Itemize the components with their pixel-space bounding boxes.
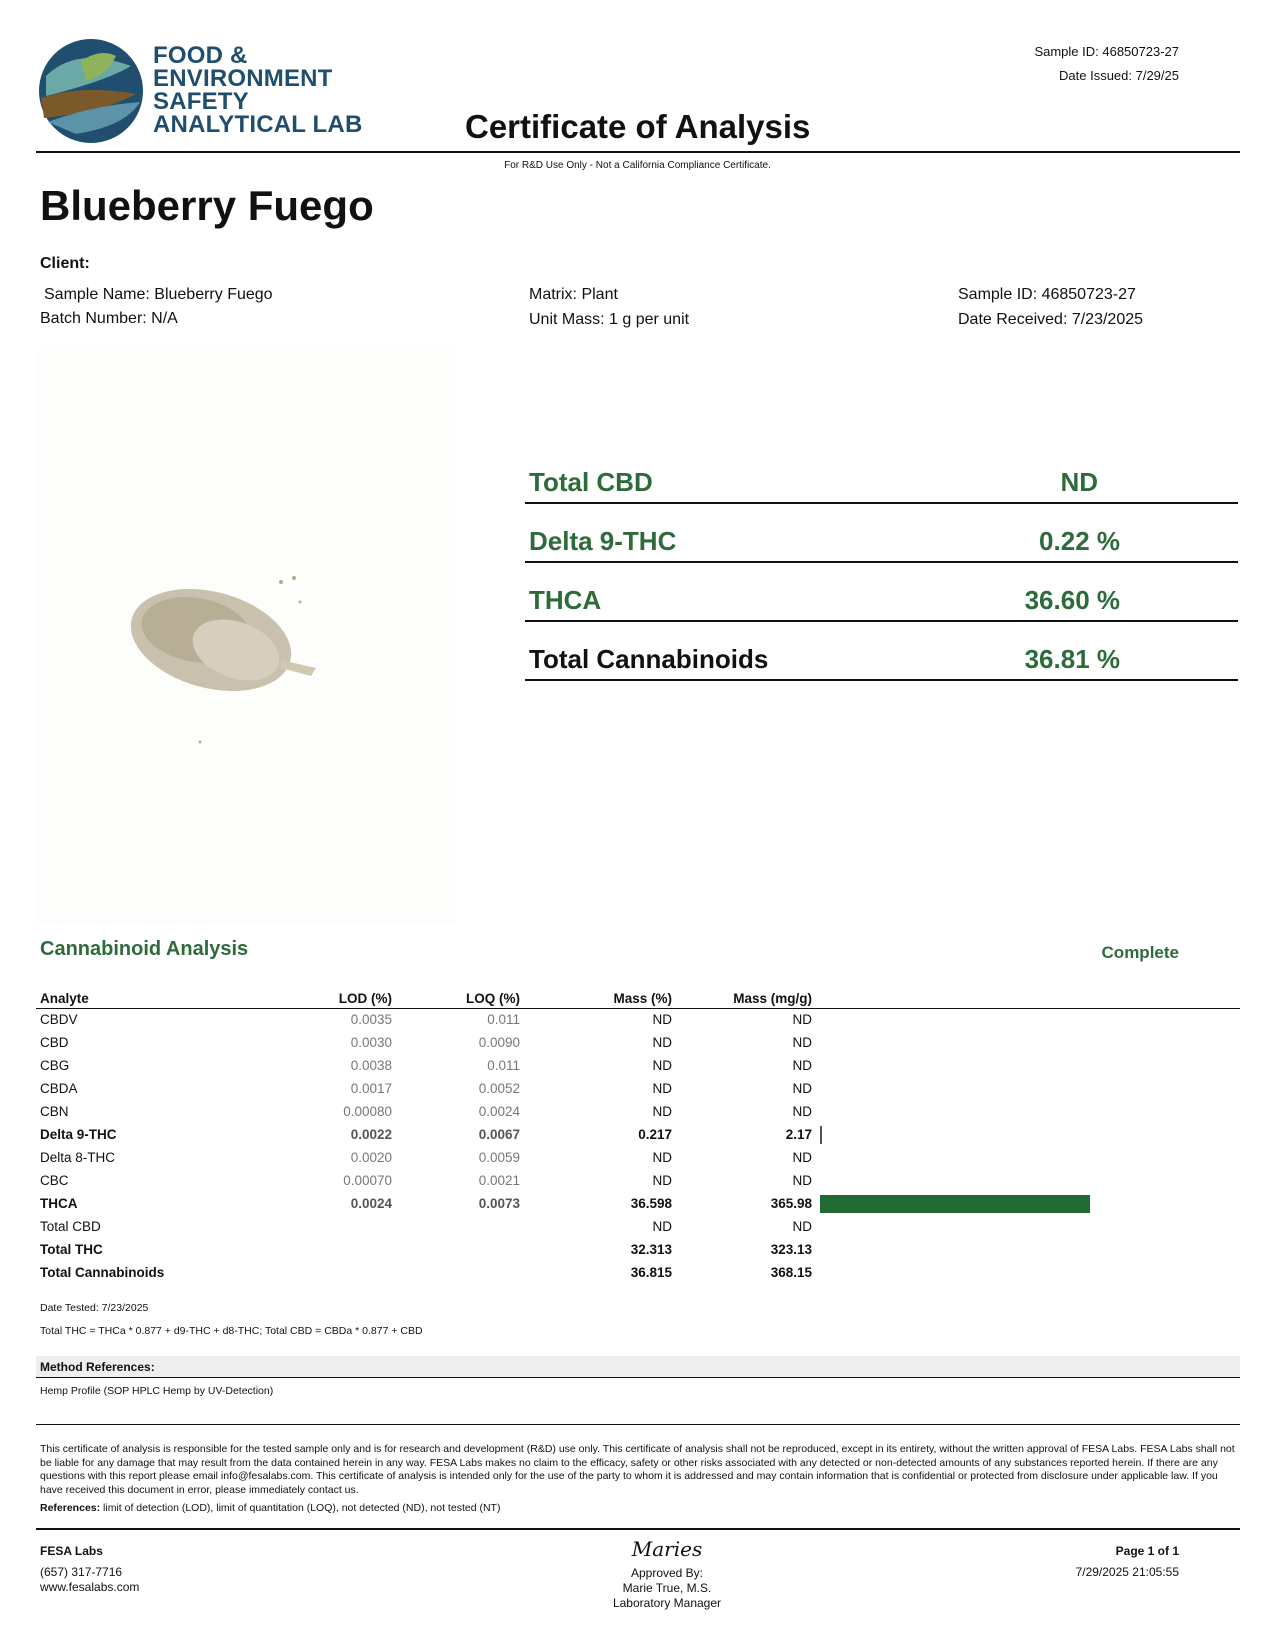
lod: 0.0022 [350, 1127, 392, 1142]
client-sample-id: Sample ID: 46850723-27 [958, 286, 1136, 303]
logo-wordmark [153, 44, 362, 136]
analyte: Total CBD [40, 1219, 101, 1234]
page-number: Page 1 of 1 [1115, 1544, 1179, 1558]
analyte: CBN [40, 1104, 69, 1119]
mass-bar [820, 1126, 822, 1144]
table-row [36, 1238, 1240, 1261]
logo-line: ANALYTICAL LAB [153, 111, 363, 138]
mass-bar-cell [816, 1169, 1240, 1192]
client-col-1b [40, 306, 178, 331]
mass-bar-cell [816, 1238, 1240, 1261]
divider [36, 151, 1240, 153]
mass-mg: 365.98 [770, 1196, 812, 1211]
references [40, 1502, 500, 1514]
lod [236, 1215, 396, 1238]
lod: 0.0030 [350, 1035, 392, 1050]
table-row [36, 1031, 1240, 1054]
mass-bar-cell [816, 1031, 1240, 1054]
mass-pct: 36.815 [630, 1265, 672, 1280]
loq: 0.0073 [478, 1196, 520, 1211]
mass-mg: ND [792, 1173, 812, 1188]
loq: 0.0024 [478, 1104, 520, 1119]
divider [36, 1424, 1240, 1425]
summary-value: 36.81 % [1024, 644, 1120, 674]
footer-company [40, 1544, 139, 1595]
mass-bar-cell [816, 1077, 1240, 1100]
references-label: References: [40, 1502, 101, 1514]
header-meta [1034, 40, 1179, 88]
summary-value: 36.60 % [1024, 585, 1120, 615]
analyte: Total THC [40, 1242, 103, 1257]
status-badge: Complete [1101, 943, 1179, 962]
lod [236, 1261, 396, 1284]
table-row [36, 1146, 1240, 1169]
mass-bar-cell [816, 1008, 1240, 1031]
logo-line: FOOD & [153, 42, 248, 69]
mass-bar-cell [816, 1100, 1240, 1123]
mass-pct: ND [652, 1012, 672, 1028]
company-name: FESA Labs [40, 1544, 103, 1558]
loq: 0.0052 [478, 1081, 520, 1096]
footer-page-info [1076, 1544, 1179, 1580]
analyte: CBDV [40, 1012, 78, 1028]
lod: 0.0038 [350, 1058, 392, 1073]
document-title: Certificate of Analysis [465, 108, 811, 145]
section-title-cannabinoid: Cannabinoid Analysis [40, 938, 249, 960]
mass-mg: ND [792, 1104, 812, 1119]
analyte: CBD [40, 1035, 69, 1050]
table-row [36, 1169, 1240, 1192]
summary-row [525, 566, 1238, 622]
mass-pct: 0.217 [638, 1127, 672, 1142]
matrix: Matrix: Plant [529, 286, 618, 303]
mass-pct: ND [652, 1081, 672, 1096]
logo-line: ENVIRONMENT [153, 65, 333, 92]
mass-mg: 368.15 [770, 1265, 812, 1280]
table-row [36, 1077, 1240, 1100]
method-references-text: Hemp Profile (SOP HPLC Hemp by UV-Detection) [40, 1385, 274, 1397]
client-label: Client: [40, 255, 90, 272]
mass-mg: 323.13 [770, 1242, 812, 1257]
generated-timestamp: 7/29/2025 21:05:55 [1075, 1565, 1179, 1579]
cannabinoid-table [36, 988, 1240, 1284]
approver-name: Marie True, M.S. [622, 1581, 712, 1595]
column-header: LOQ (%) [396, 988, 524, 1008]
summary-label: Delta 9-THC [529, 526, 677, 556]
client-col-3 [958, 282, 1143, 332]
column-header: Mass (%) [524, 988, 676, 1008]
column-header: LOD (%) [236, 988, 396, 1008]
date-received: Date Received: 7/23/2025 [958, 311, 1144, 328]
references-text: limit of detection (LOD), limit of quantitation (LOQ), not detected (ND), not tested (NT) [100, 1502, 501, 1514]
analyte: CBG [40, 1058, 70, 1073]
loq [396, 1261, 524, 1284]
summary-label: Total Cannabinoids [529, 644, 769, 674]
table-row [36, 1261, 1240, 1284]
loq: 0.0021 [478, 1173, 520, 1188]
total-formula: Total THC = THCa * 0.877 + d9-THC + d8-THC; Total CBD = CBDa * 0.877 + CBD [40, 1325, 423, 1337]
header-sample-id: Sample ID: 46850723-27 [1034, 44, 1179, 59]
header-date-issued: Date Issued: 7/29/25 [1059, 68, 1179, 83]
summary-value: ND [1060, 467, 1098, 497]
lod: 0.0020 [350, 1150, 392, 1165]
approver-title: Laboratory Manager [612, 1596, 722, 1610]
company-website[interactable]: www.fesalabs.com [40, 1580, 140, 1594]
mass-pct: ND [652, 1058, 672, 1073]
potency-summary [525, 448, 1238, 688]
lab-logo [36, 36, 146, 146]
summary-label: THCA [529, 585, 602, 615]
loq: 0.0090 [478, 1035, 520, 1050]
mass-bar-cell [816, 1146, 1240, 1169]
mass-pct: ND [652, 1219, 672, 1234]
disclaimer: This certificate of analysis is responsible for the tested sample only and is for research and development (R&D) use only. This certificate of analysis shall not be reproduced, except in its entirety, without the written approval of FESA Labs. FESA Labs shall not be liable for any damage that may result from the data contained herein in any way. FESA Labs makes no claim to the efficacy, safety or other risks associated with any detected or non-detected amounts of any substances reported herein. If there are any questions with this report please email info@fesalabs.com. This certificate of analysis is intended only for the use of the party to whom it is addressed and may contain information that is confidential or protected from disclosure under applicable law. If you have received this document in error, please immediately contact us. [40, 1443, 1235, 1496]
client-col-2 [529, 282, 689, 332]
mass-mg: ND [792, 1058, 812, 1073]
mass-bar-cell [816, 1261, 1240, 1284]
analyte: THCA [40, 1196, 78, 1211]
signature-image: Maries [631, 1537, 703, 1561]
summary-row [525, 448, 1238, 504]
table-row [36, 1215, 1240, 1238]
mass-bar [820, 1195, 1090, 1213]
summary-row [525, 507, 1238, 563]
table-row [36, 1123, 1240, 1146]
client-col-1 [44, 282, 273, 307]
loq: 0.0067 [478, 1127, 520, 1142]
table-row [36, 1008, 1240, 1031]
mass-pct: ND [652, 1173, 672, 1188]
mass-mg: ND [792, 1081, 812, 1096]
analyte: CBC [40, 1173, 69, 1188]
approved-by-label: Approved By: [630, 1566, 704, 1580]
product-photo [36, 350, 456, 925]
mass-pct: 32.313 [630, 1242, 672, 1257]
column-header: Analyte [36, 988, 236, 1008]
column-header: Mass (mg/g) [676, 988, 816, 1008]
mass-pct: ND [652, 1150, 672, 1165]
loq: 0.011 [487, 1058, 520, 1073]
loq: 0.011 [487, 1012, 520, 1028]
sample-name: Sample Name: Blueberry Fuego [44, 286, 273, 303]
mass-bar-cell [816, 1054, 1240, 1077]
lod: 0.00080 [343, 1104, 392, 1119]
mass-pct: ND [652, 1104, 672, 1119]
summary-row [525, 625, 1238, 681]
mass-mg: ND [792, 1035, 812, 1050]
analyte: Delta 8-THC [40, 1150, 116, 1165]
loq [396, 1215, 524, 1238]
table-row [36, 1192, 1240, 1215]
analyte: Total Cannabinoids [40, 1265, 165, 1280]
lod: 0.0017 [350, 1081, 392, 1096]
loq [396, 1238, 524, 1261]
mass-mg: ND [792, 1219, 812, 1234]
mass-pct: ND [652, 1035, 672, 1050]
unit-mass: Unit Mass: 1 g per unit [529, 311, 690, 328]
mass-bar-cell [816, 1192, 1240, 1215]
logo-line: SAFETY [153, 88, 249, 115]
summary-value: 0.22 % [1039, 526, 1120, 556]
mass-bar-cell [816, 1215, 1240, 1238]
analyte: CBDA [40, 1081, 78, 1096]
mass-mg: ND [792, 1150, 812, 1165]
rd-use-note: For R&D Use Only - Not a California Compliance Certificate. [504, 160, 771, 171]
mass-mg: 2.17 [785, 1127, 812, 1142]
mass-pct: 36.598 [630, 1196, 672, 1211]
loq: 0.0059 [478, 1150, 520, 1165]
column-header-bar [816, 988, 1240, 1008]
batch-number: Batch Number: N/A [40, 310, 178, 327]
analyte: Delta 9-THC [40, 1127, 117, 1142]
date-tested: Date Tested: 7/23/2025 [40, 1302, 149, 1314]
lod: 0.0035 [350, 1012, 392, 1028]
table-header-row [36, 988, 1240, 1008]
lod: 0.00070 [343, 1173, 392, 1188]
method-references-heading: Method References: [36, 1356, 1240, 1378]
summary-label: Total CBD [529, 467, 653, 497]
footer-approval [537, 1537, 797, 1611]
divider [36, 1528, 1240, 1530]
mass-mg: ND [792, 1012, 812, 1028]
table-row [36, 1100, 1240, 1123]
mass-bar-cell [816, 1123, 1240, 1146]
table-row [36, 1054, 1240, 1077]
lod [236, 1238, 396, 1261]
company-phone: (657) 317-7716 [40, 1565, 123, 1579]
lod: 0.0024 [350, 1196, 392, 1211]
product-name: Blueberry Fuego [40, 182, 374, 229]
